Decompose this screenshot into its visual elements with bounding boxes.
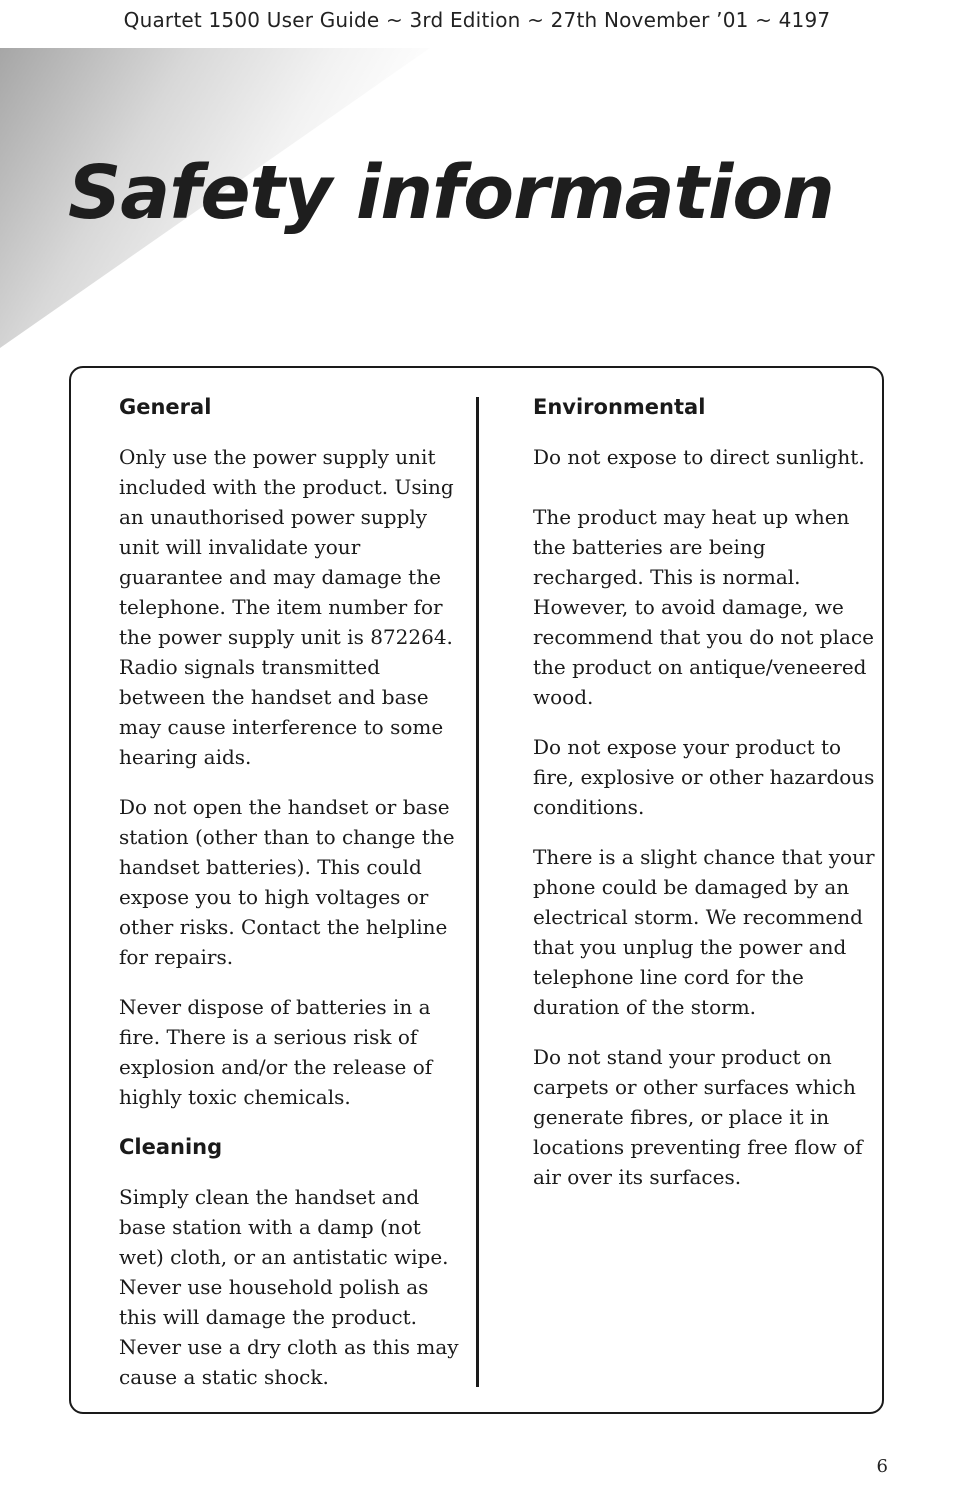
general-paragraph: Never dispose of batteries in a fire. There is a serious risk of explosion and/or the release of highly toxic chemicals. [119,995,433,1109]
general-paragraph: Do not open the handset or base station (other than to change the handset batteries). This could expose you to high voltages or other risks. Contact the helpline for repairs. [119,795,455,969]
page-title: Safety information [68,150,834,236]
column-divider [476,397,479,1387]
running-header: Quartet 1500 User Guide ~ 3rd Edition ~ 27th November ’01 ~ 4197 [123,8,831,32]
left-column [119,392,464,1412]
safety-info-box [69,366,884,1414]
general-heading: General [119,395,212,419]
environmental-paragraph: Do not stand your product on carpets or other surfaces which generate fibres, or place it in locations preventing free flow of air over its surfaces. [533,1045,863,1189]
cleaning-paragraph: Simply clean the handset and base station with a damp (not wet) cloth, or an antistatic wipe. Never use household polish as this will damage the product. Never use a dry cloth as this may cause a static shock. [119,1185,459,1389]
right-column [533,392,879,1212]
page-number: 6 [876,1456,888,1477]
environmental-paragraph: The product may heat up when the batteries are being recharged. This is normal. However, to avoid damage, we recommend that you do not place the product on antique/veneered wood. [533,505,874,709]
environmental-paragraph: Do not expose to direct sunlight. [533,445,865,469]
environmental-paragraph: There is a slight chance that your phone could be damaged by an electrical storm. We recommend that you unplug the power and telephone line cord for the duration of the storm. [533,845,875,1019]
environmental-heading: Environmental [533,395,706,419]
cleaning-heading: Cleaning [119,1135,223,1159]
environmental-paragraph: Do not expose your product to fire, explosive or other hazardous conditions. [533,735,875,819]
general-paragraph: Only use the power supply unit included with the product. Using an unauthorised power supply unit will invalidate your guarantee and may damage the telephone. The item number for the power supply unit is 872264. Radio signals transmitted between the handset and base may cause interference to some hearing aids. [119,445,454,769]
